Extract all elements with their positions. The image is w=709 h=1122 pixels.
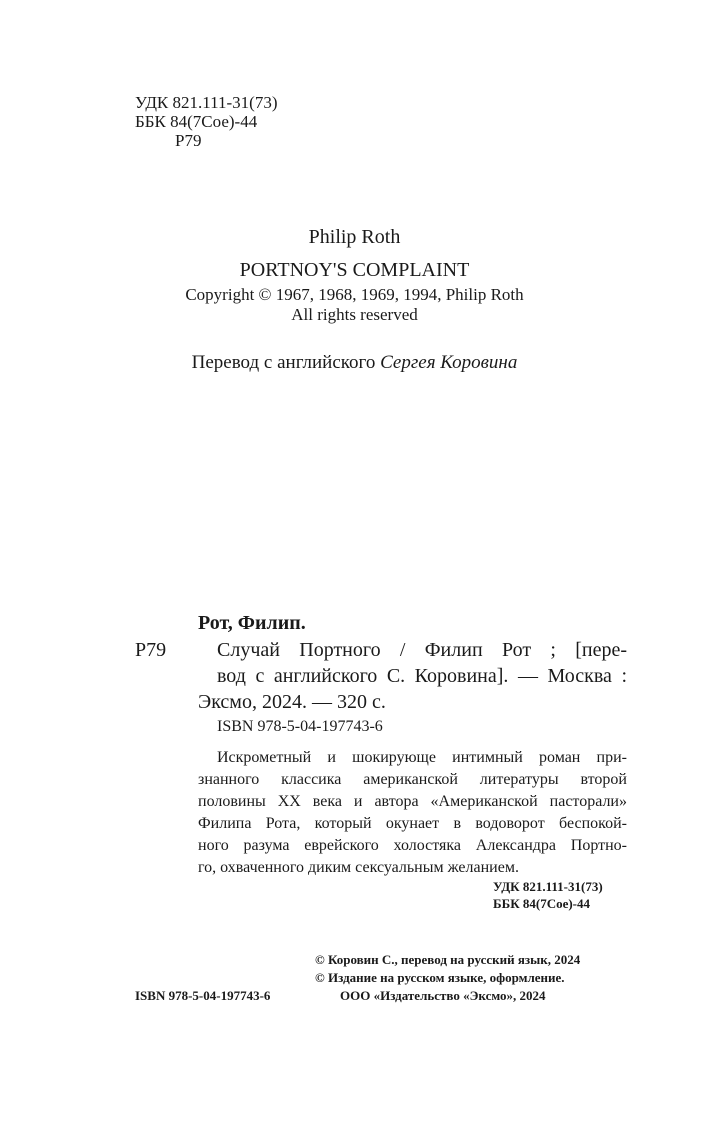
annotation-line: половины XX века и автора «Американской пасторали» xyxy=(198,793,627,810)
annotation-line: Филипа Рота, который окунает в водоворот беспокой- xyxy=(198,815,627,832)
copyright-edition: © Издание на русском языке, оформление. xyxy=(315,970,565,985)
rights-line: All rights reserved xyxy=(291,305,418,324)
catalog-heading: Рот, Филип. xyxy=(198,612,306,634)
description-line: Эксмо, 2024. — 320 с. xyxy=(198,691,386,713)
udk-code: УДК 821.111-31(73) xyxy=(135,93,278,112)
translator-name: Сергея Коровина xyxy=(380,352,518,373)
description-line: Случай Портного / Филип Рот ; [пере- xyxy=(217,639,627,661)
catalog-bbk: ББК 84(7Сое)-44 xyxy=(493,896,591,911)
translation-prefix: Перевод с английского xyxy=(191,352,376,373)
copyright-publisher: ООО «Издательство «Эксмо», 2024 xyxy=(340,988,546,1003)
author-name-en: Philip Roth xyxy=(308,226,401,248)
catalog-author-mark: Р79 xyxy=(135,639,167,661)
title-en: PORTNOY'S COMPLAINT xyxy=(239,259,470,281)
copyright-line: Copyright © 1967, 1968, 1969, 1994, Philip Roth xyxy=(185,285,524,304)
annotation-line: Искрометный и шокирующе интимный роман при- xyxy=(217,749,627,766)
copyright-translation: © Коровин С., перевод на русский язык, 2024 xyxy=(315,952,581,967)
annotation xyxy=(198,747,627,857)
description-line: вод с английского С. Коровина]. — Москва : xyxy=(217,665,627,687)
translation-credit xyxy=(0,351,709,375)
catalog-isbn: ISBN 978-5-04-197743-6 xyxy=(217,718,383,735)
catalog-description xyxy=(217,637,627,689)
bbk-code: ББК 84(7Сое)-44 xyxy=(135,112,258,131)
footer-isbn: ISBN 978-5-04-197743-6 xyxy=(135,988,271,1003)
catalog-udk: УДК 821.111-31(73) xyxy=(493,879,603,894)
annotation-line: го, охваченного диким сексуальным желанием. xyxy=(198,859,519,876)
author-mark: Р79 xyxy=(175,131,202,150)
annotation-line: ного разума еврейского холостяка Александра Портно- xyxy=(198,837,627,854)
annotation-line: знанного классика американской литературы второй xyxy=(198,771,627,788)
